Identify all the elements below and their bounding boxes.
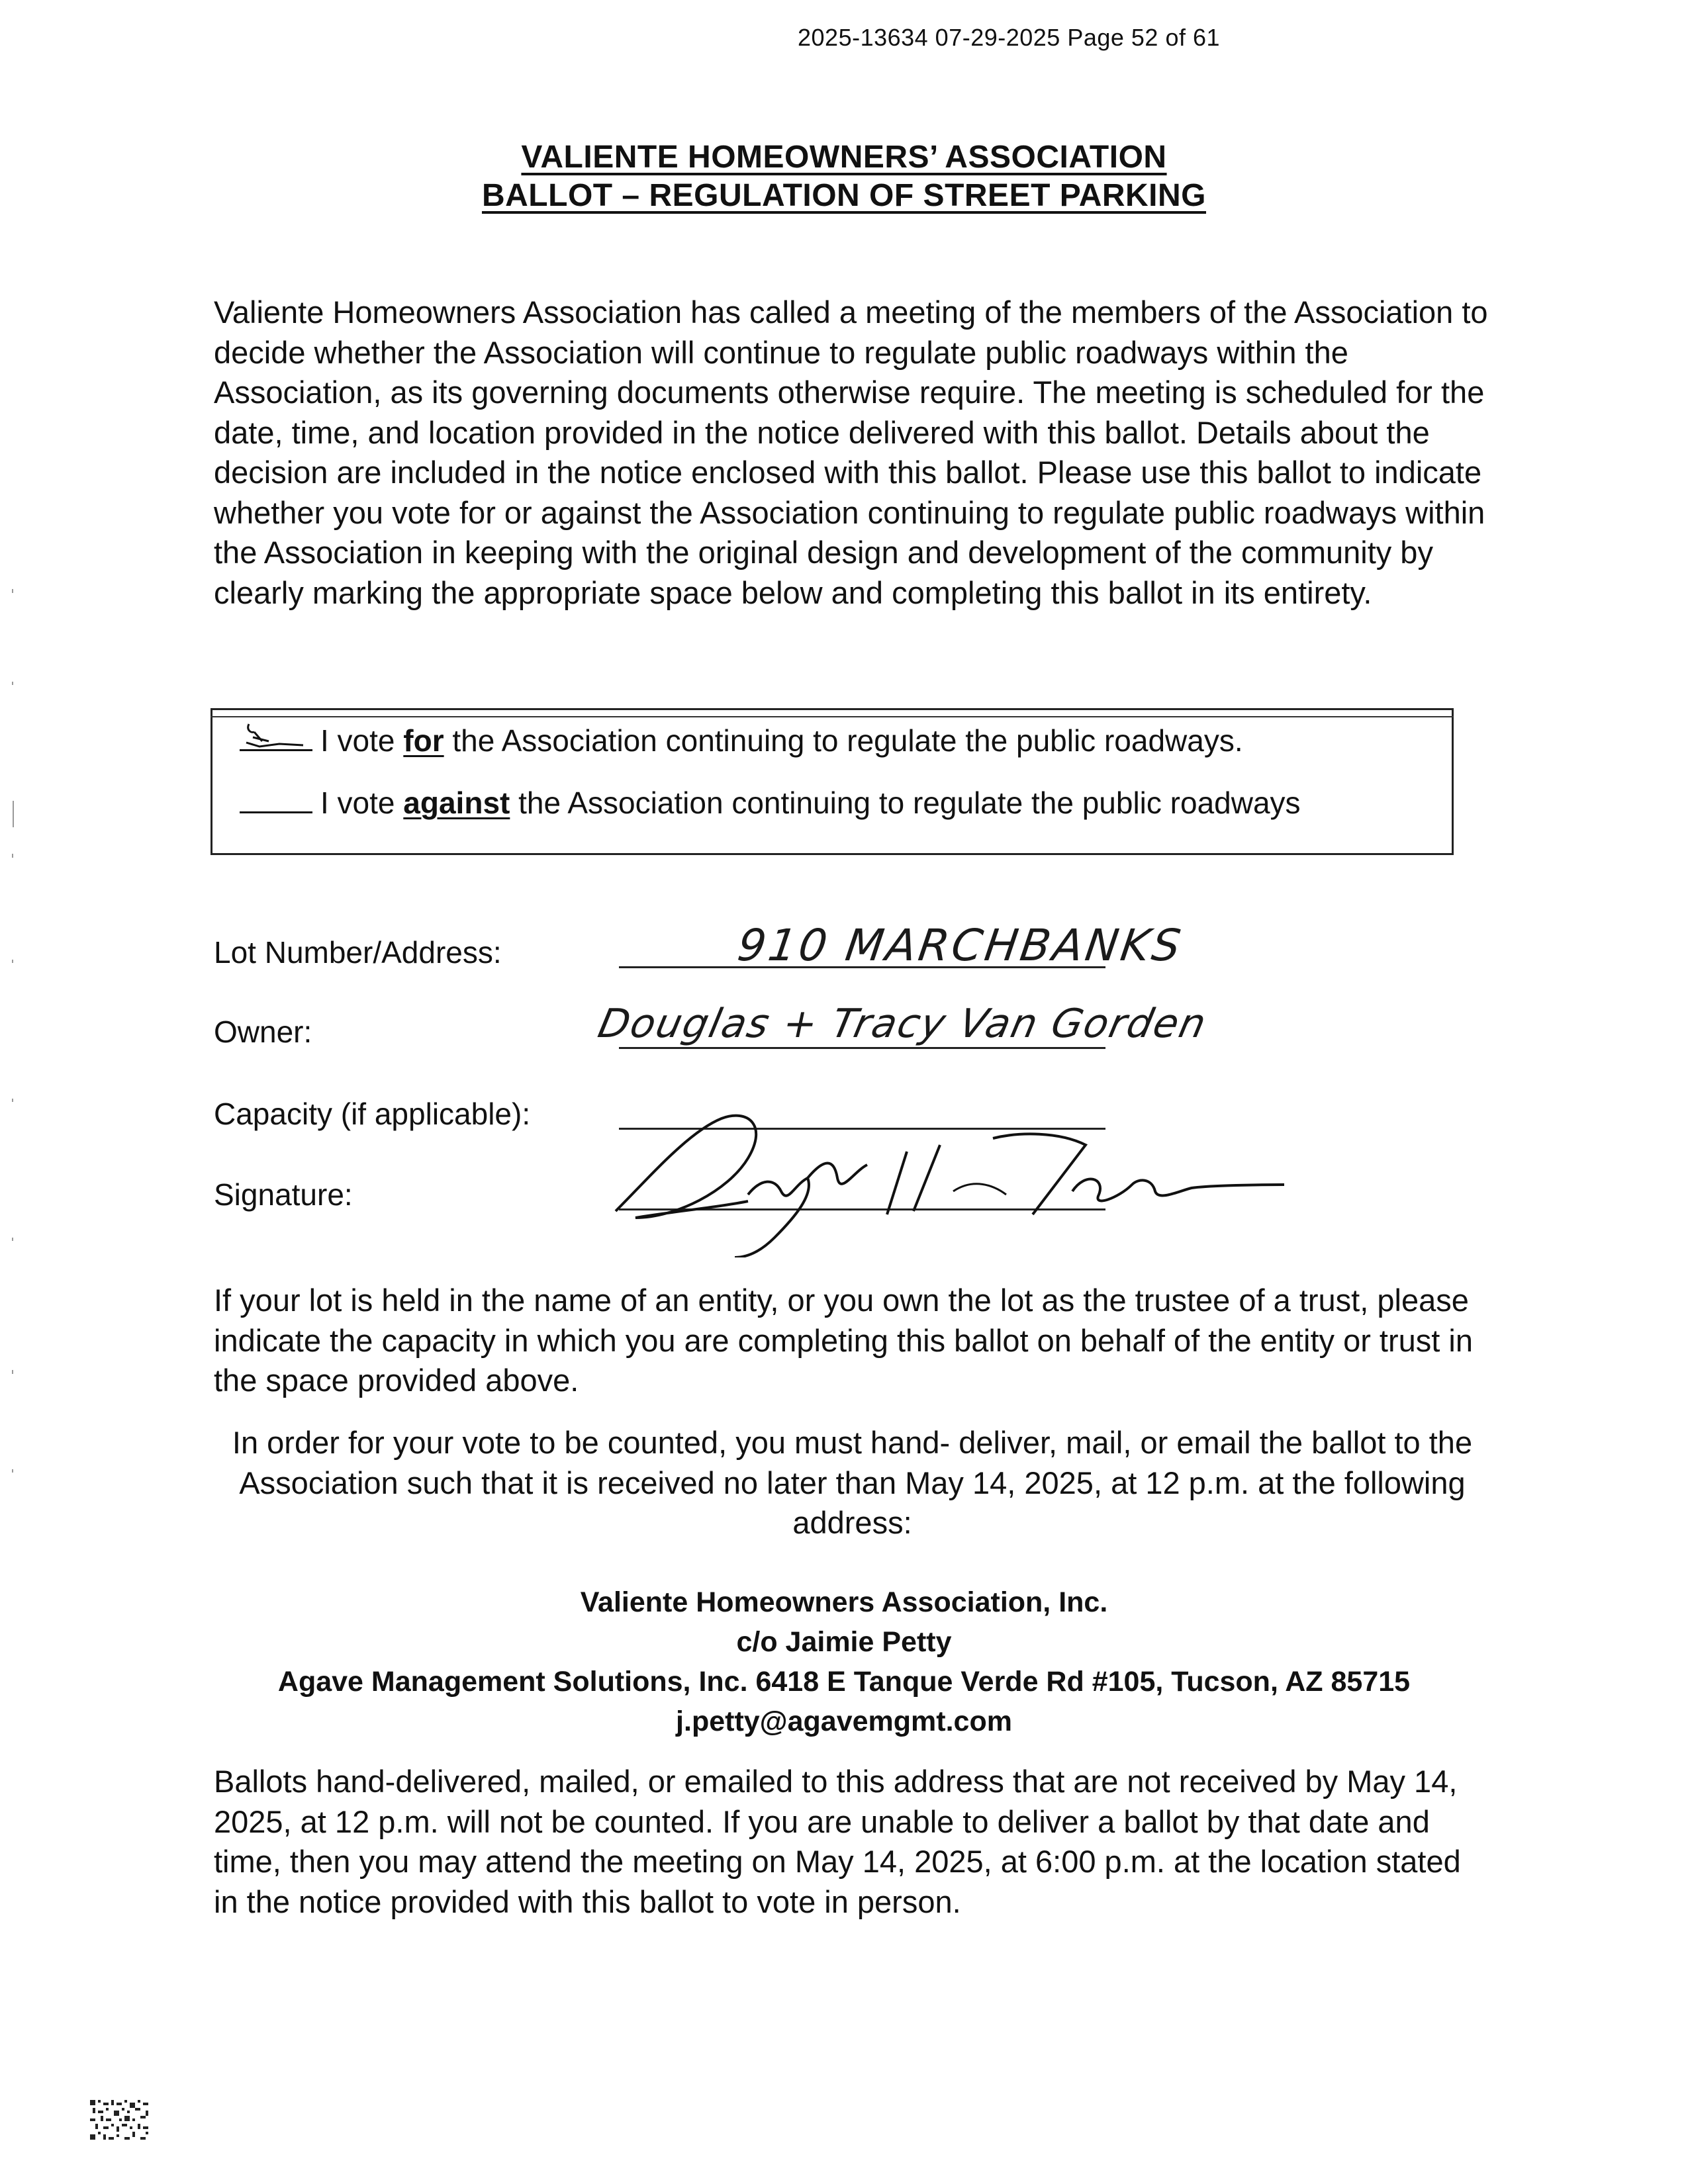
owner-field[interactable]: [619, 1047, 1105, 1049]
vote-against-keyword: against: [403, 786, 510, 820]
vote-for-text-pre: I vote: [320, 723, 404, 758]
owner-label: Owner:: [214, 1015, 312, 1049]
vote-against-text-pre: I vote: [320, 786, 404, 820]
vote-for-option[interactable]: [240, 723, 1243, 758]
handwritten-signature: [596, 1079, 1297, 1257]
vote-against-option[interactable]: [240, 785, 1301, 821]
vote-for-text-post: the Association continuing to regulate the public roadways.: [444, 723, 1243, 758]
address-street: Agave Management Solutions, Inc. 6418 E Tanque Verde Rd #105, Tucson, AZ 85715: [277, 1666, 1411, 1698]
address-email: j.petty@agavemgmt.com: [676, 1706, 1012, 1737]
address-org: Valiente Homeowners Association, Inc.: [580, 1586, 1108, 1618]
address-care-of: c/o Jaimie Petty: [736, 1626, 952, 1658]
delivery-instructions: In order for your vote to be counted, you must hand- deliver, mail, or email the ballot to the Association such that it is received no later than May 14, 2025, at 12 p.m. at the following address:: [232, 1425, 1473, 1540]
recording-stamp: 2025-13634 07-29-2025 Page 52 of 61: [798, 24, 1221, 51]
vote-for-checkmark-field[interactable]: [240, 723, 312, 751]
closing-paragraph: Ballots hand-delivered, mailed, or emailed to this address that are not received by May 14, 2025, at 12 p.m. will not be counted. If you are unable to deliver a ballot by that date and time, then you may attend the meeting on May 14, 2025, at 6:00 p.m. at the location stated in the notice provided with this ballot to vote in person.: [214, 1764, 1461, 1919]
entity-note-paragraph: If your lot is held in the name of an entity, or you own the lot as the trustee of a trust, please indicate the capacity in which you are completing this ballot on behalf of the entity or trust in the space provided above.: [214, 1283, 1473, 1398]
owner-value: Douglas + Tracy Van Gorden: [594, 1001, 1211, 1047]
vote-for-keyword: for: [403, 723, 444, 758]
qr-code-icon: [90, 2099, 151, 2143]
vote-box-divider: [211, 716, 1454, 717]
scan-margin-marks: [8, 589, 17, 1582]
association-title: VALIENTE HOMEOWNERS’ ASSOCIATION: [521, 140, 1167, 175]
lot-address-value: 910 MARCHBANKS: [734, 920, 1187, 971]
signature-label: Signature:: [214, 1177, 353, 1212]
lot-address-label: Lot Number/Address:: [214, 935, 502, 970]
checkmark-icon: [240, 717, 312, 748]
capacity-label: Capacity (if applicable):: [214, 1097, 531, 1131]
vote-against-checkmark-field[interactable]: [240, 785, 312, 813]
vote-against-text-post: the Association continuing to regulate the public roadways: [510, 786, 1301, 820]
ballot-title: BALLOT – REGULATION OF STREET PARKING: [481, 178, 1207, 213]
intro-paragraph: Valiente Homeowners Association has called a meeting of the members of the Association to decide whether the Association will continue to regulate public roadways within the Association, as its governing documents otherwise require. The meeting is scheduled for the date, time, and location provided in the notice delivered with this ballot. Details about the decision are included in the notice enclosed with this ballot. Please use this ballot to indicate whether you vote for or against the Association continuing to regulate public roadways within the Association in keeping with the original design and development of the community by clearly marking the appropriate space below and completing this ballot in its entirety.: [214, 295, 1488, 610]
